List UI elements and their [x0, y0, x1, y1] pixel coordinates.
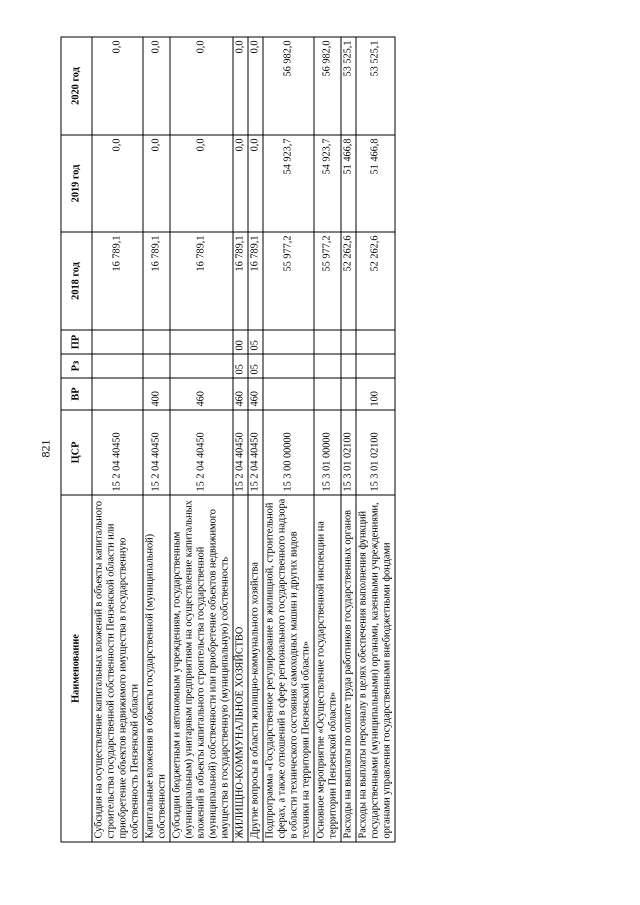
cell-name: Расходы на выплаты по оплате труда работников государственных органов: [341, 495, 356, 842]
cell-vr: [92, 378, 143, 410]
table-row: [92, 37, 143, 842]
table-row: [263, 37, 314, 842]
cell-2019: 0,0: [143, 135, 170, 232]
cell-rz: [143, 354, 170, 378]
cell-rz: [92, 354, 143, 378]
cell-name: Субсидия на осуществление капитальных вложений в объекты капитального строительства государственной собственности Пензенской области или приобретение объектов недвижимого имущества в государственную собственность Пензенской области: [92, 495, 143, 842]
header-pr: ПР: [61, 330, 92, 354]
header-2019: 2019 год: [61, 135, 92, 232]
cell-2020: 56 982,0: [263, 37, 314, 135]
cell-2020: 0,0: [170, 37, 233, 135]
cell-pr: [356, 330, 395, 354]
cell-vr: 460: [170, 378, 233, 410]
cell-2018: 16 789,1: [143, 232, 170, 330]
cell-2019: 0,0: [170, 135, 233, 232]
cell-name: Расходы на выплаты персоналу в целях обеспечения выполнения функций государственными (муниципальными) органами, казенными учреждениями, органами управления государственными внебюджетными фондами: [356, 495, 395, 842]
cell-2020: 53 525,1: [341, 37, 356, 135]
cell-csr: 15 2 04 40450: [92, 410, 143, 495]
cell-name: Другие вопросы в области жилищно-коммунального хозяйства: [248, 495, 263, 842]
table-row: [314, 37, 341, 842]
budget-table: [60, 37, 395, 843]
cell-pr: 05: [248, 330, 263, 354]
cell-2020: 56 982,0: [314, 37, 341, 135]
cell-vr: [263, 378, 314, 410]
cell-2019: 54 923,7: [263, 135, 314, 232]
cell-pr: [170, 330, 233, 354]
cell-csr: 15 3 01 02100: [341, 410, 356, 495]
cell-2020: 0,0: [92, 37, 143, 135]
header-csr: ЦСР: [61, 410, 92, 495]
cell-2019: 51 466,8: [341, 135, 356, 232]
cell-rz: [356, 354, 395, 378]
cell-rz: [263, 354, 314, 378]
cell-rz: [341, 354, 356, 378]
table-row: [248, 37, 263, 842]
cell-2018: 55 977,2: [263, 232, 314, 330]
header-2020: 2020 год: [61, 37, 92, 135]
cell-pr: [341, 330, 356, 354]
cell-2018: 16 789,1: [92, 232, 143, 330]
cell-2018: 16 789,1: [233, 232, 248, 330]
cell-name: ЖИЛИЩНО-КОММУНАЛЬНОЕ ХОЗЯЙСТВО: [233, 495, 248, 842]
cell-name: Субсидии бюджетным и автономным учреждениям, государственным (муниципальным) унитарным предприятиям на осуществление капитальных вложений в объекты капитального строительства государственной (муниципальной) собственности или приобретение объектов недвижимого имущества в государственную (муниципальную) собственность: [170, 495, 233, 842]
cell-2018: 16 789,1: [248, 232, 263, 330]
cell-vr: [314, 378, 341, 410]
page-number: 821: [38, 439, 53, 458]
table-header-row: [61, 37, 92, 842]
table-row: [233, 37, 248, 842]
cell-2018: 52 262,6: [341, 232, 356, 330]
cell-pr: [314, 330, 341, 354]
table-row: [356, 37, 395, 842]
cell-2018: 16 789,1: [170, 232, 233, 330]
cell-rz: 05: [248, 354, 263, 378]
cell-pr: [92, 330, 143, 354]
cell-pr: [143, 330, 170, 354]
header-2018: 2018 год: [61, 232, 92, 330]
cell-vr: 400: [143, 378, 170, 410]
cell-2020: 0,0: [248, 37, 263, 135]
cell-2019: 51 466,8: [356, 135, 395, 232]
cell-2018: 55 977,2: [314, 232, 341, 330]
cell-pr: 00: [233, 330, 248, 354]
header-name: Наименование: [61, 495, 92, 842]
cell-2018: 52 262,6: [356, 232, 395, 330]
cell-2020: 53 525,1: [356, 37, 395, 135]
cell-2019: 0,0: [248, 135, 263, 232]
cell-vr: 460: [248, 378, 263, 410]
cell-csr: 15 2 04 40450: [248, 410, 263, 495]
cell-csr: 15 2 04 40450: [143, 410, 170, 495]
cell-rz: 05: [233, 354, 248, 378]
cell-2019: 0,0: [233, 135, 248, 232]
header-vr: ВР: [61, 378, 92, 410]
cell-vr: 100: [356, 378, 395, 410]
cell-csr: 15 2 04 40450: [233, 410, 248, 495]
cell-csr: 15 3 00 00000: [263, 410, 314, 495]
cell-name: Капитальные вложения в объекты государственной (муниципальной) собственности: [143, 495, 170, 842]
cell-2019: 0,0: [92, 135, 143, 232]
cell-csr: 15 3 01 02100: [356, 410, 395, 495]
table-row: [143, 37, 170, 842]
cell-2019: 54 923,7: [314, 135, 341, 232]
cell-pr: [263, 330, 314, 354]
table-row: [170, 37, 233, 842]
cell-vr: 460: [233, 378, 248, 410]
cell-rz: [170, 354, 233, 378]
cell-2020: 0,0: [143, 37, 170, 135]
cell-2020: 0,0: [233, 37, 248, 135]
table-row: [341, 37, 356, 842]
cell-csr: 15 3 01 00000: [314, 410, 341, 495]
cell-name: Основное мероприятие «Осуществление государственной инспекции на территории Пензенской области»: [314, 495, 341, 842]
cell-vr: [341, 378, 356, 410]
cell-rz: [314, 354, 341, 378]
budget-table-container: [60, 38, 580, 843]
cell-csr: 15 2 04 40450: [170, 410, 233, 495]
cell-name: Подпрограмма «Государственное регулирование в жилищной, строительной сферах, а также отношений в сфере регионального государственного надзора в области технического состояния самоходных машин и других видов техники на территории Пензенской области»: [263, 495, 314, 842]
header-rz: Рз: [61, 354, 92, 378]
